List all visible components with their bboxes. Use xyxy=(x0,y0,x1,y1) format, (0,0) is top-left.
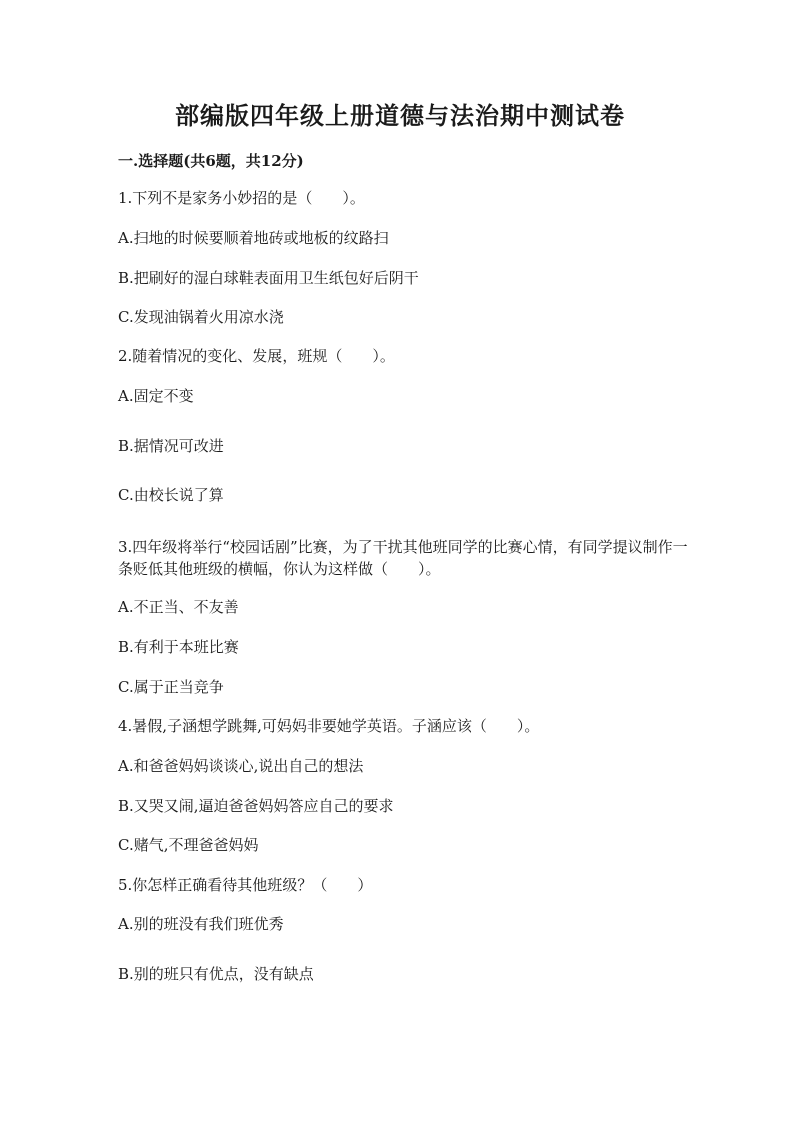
question-4-stem: 4.暑假,子涵想学跳舞,可妈妈非要她学英语。子涵应该（ ）。 xyxy=(118,717,540,735)
question-3-option-a: A.不正当、不友善 xyxy=(118,598,239,616)
section-heading: 一.选择题(共6题，共12分) xyxy=(118,152,304,170)
question-3-option-c: C.属于正当竞争 xyxy=(118,678,224,696)
question-2-option-b: B.据情况可改进 xyxy=(118,437,224,455)
question-1-option-a: A.扫地的时候要顺着地砖或地板的纹路扫 xyxy=(118,229,389,247)
question-5-stem: 5.你怎样正确看待其他班级？（ ） xyxy=(118,876,373,894)
question-5-option-a: A.别的班没有我们班优秀 xyxy=(118,915,284,933)
question-4-option-c: C.赌气,不理爸爸妈妈 xyxy=(118,836,259,854)
question-4-option-a: A.和爸爸妈妈谈谈心,说出自己的想法 xyxy=(118,757,364,775)
question-2-option-c: C.由校长说了算 xyxy=(118,486,224,504)
question-4-option-b: B.又哭又闹,逼迫爸爸妈妈答应自己的要求 xyxy=(118,797,394,815)
question-1-option-c: C.发现油锅着火用凉水浇 xyxy=(118,308,284,326)
question-1-option-b: B.把刷好的湿白球鞋表面用卫生纸包好后阴干 xyxy=(118,269,419,287)
question-5-option-b: B.别的班只有优点，没有缺点 xyxy=(118,965,314,983)
question-2-stem: 2.随着情况的变化、发展，班规（ ）。 xyxy=(118,347,395,365)
question-2-option-a: A.固定不变 xyxy=(118,387,194,405)
question-3-option-b: B.有利于本班比赛 xyxy=(118,638,239,656)
question-3-stem: 3.四年级将举行“校园话剧”比赛，为了干扰其他班同学的比赛心情，有同学提议制作一条贬低其他班级的横幅，你认为这样做（ ）。 xyxy=(118,538,688,578)
page-title: 部编版四年级上册道德与法治期中测试卷 xyxy=(175,101,625,130)
question-1-stem: 1.下列不是家务小妙招的是（ ）。 xyxy=(118,189,365,207)
